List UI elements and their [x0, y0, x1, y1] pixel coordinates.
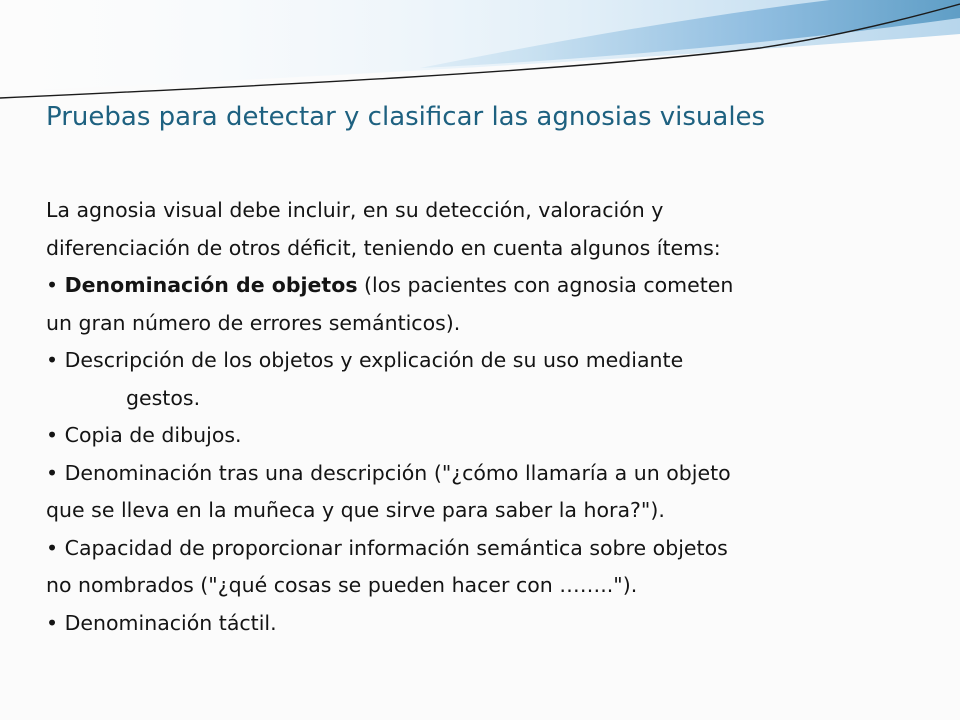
bullet-icon: •: [46, 273, 59, 297]
bullet-item-1-bold: Denominación de objetos: [64, 273, 358, 297]
bullet-item-6-text: Denominación táctil.: [64, 610, 277, 635]
bullet-item-5-text: Capacidad de proporcionar información semántica sobre objetos: [64, 535, 728, 560]
bullet-item-5: [46, 530, 926, 568]
bullet-item-1-rest: (los pacientes con agnosia cometen: [357, 273, 734, 297]
bullet-item-1: [46, 267, 926, 305]
bullet-item-4: [46, 455, 926, 493]
slide-title: Pruebas para detectar y clasificar las agnosias visuales: [46, 102, 766, 132]
intro-line-1: La agnosia visual debe incluir, en su detección, valoración y: [46, 198, 664, 222]
bullet-item-2-line-2: gestos.: [126, 385, 201, 410]
bullet-icon: •: [46, 610, 59, 635]
bullet-item-3-text: Copia de dibujos.: [64, 423, 242, 447]
bullet-item-6: [46, 605, 926, 643]
bullet-item-1-line-2: un gran número de errores semánticos).: [46, 310, 461, 335]
slide-body: [46, 192, 926, 642]
bullet-item-2: [46, 342, 926, 380]
bullet-icon: •: [46, 423, 59, 447]
bullet-item-4-text: Denominación tras una descripción ("¿cómo llamaría a un objeto: [64, 460, 731, 485]
bullet-icon: •: [46, 460, 59, 485]
bullet-item-4-line-2: que se lleva en la muñeca y que sirve para saber la hora?").: [46, 498, 665, 522]
bullet-item-3: [46, 417, 926, 455]
bullet-item-2-text: Descripción de los objetos y explicación de su uso mediante: [64, 348, 684, 372]
header-wave-decoration: [0, 0, 960, 110]
bullet-icon: •: [46, 348, 59, 372]
bullet-item-5-line-2: no nombrados ("¿qué cosas se pueden hacer con ……..").: [46, 573, 638, 597]
intro-line-2: diferenciación de otros déficit, teniendo en cuenta algunos ítems:: [46, 235, 721, 260]
bullet-icon: •: [46, 535, 59, 560]
